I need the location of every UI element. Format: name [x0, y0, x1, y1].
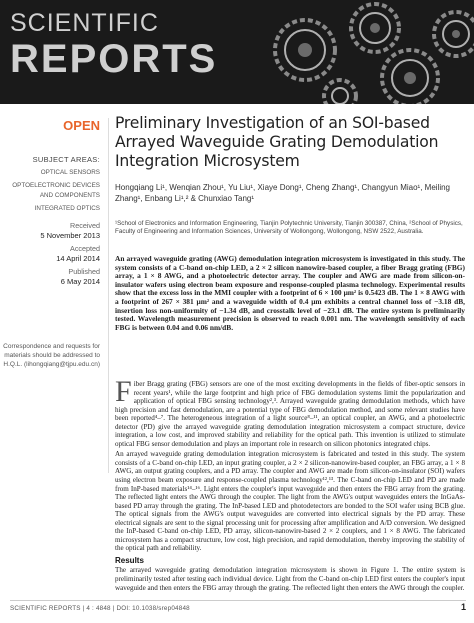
page-number: 1	[460, 602, 466, 612]
results-heading: Results	[115, 555, 144, 565]
intro-text: iber Bragg grating (FBG) sensors are one of the most exciting developments in the fields of fiber-optic sensors in recent years¹, while the large footprint and high price of FBG demodulation systems limit the popularization and application of optical FBG sensing technology²,³. Arrayed waveguide grating demodulation methods, which have high precision and fast demodulation, are a potential type of FBG demodulation method, and some relevant studies have been reported⁴–⁷. The heterogeneous integration of a light source⁸–¹¹, an optical coupler, an AWG, and a photoelectric detector (PD) give the arrayed waveguide grating demodulation integration microsystem a compact structure, device integration, a low cost, and improved stability and reliability for the optical path. This invention is utilized to stimulate optical FBG sensor demodulation and plays an important role in research on silicon photonics integrated chips.	[115, 380, 465, 448]
journal-header	[0, 0, 474, 104]
received-date: 5 November 2013	[40, 230, 100, 240]
sidebar-divider	[108, 118, 109, 473]
published-date: 6 May 2014	[60, 276, 100, 286]
received-label: Received	[70, 221, 100, 230]
gears-graphic	[260, 0, 474, 104]
footer-citation: SCIENTIFIC REPORTS | 4 : 4848 | DOI: 10.1038/srep04848	[10, 605, 190, 612]
affiliations: ¹School of Electronics and Information Engineering, Tianjin Polytechnic University, Tianjin 300387, China, ²School of Physics, Faculty of Engineering and Information Sciences, University of Wollongong, Wollongong, NSW 2522, Australia.	[115, 220, 463, 235]
subject-areas	[0, 155, 100, 214]
subject-area-item[interactable]: INTEGRATED OPTICS	[34, 205, 100, 212]
subject-area-item[interactable]: OPTICAL SENSORS	[40, 169, 100, 176]
article-title: Preliminary Investigation of an SOI-based Arrayed Waveguide Grating Demodulation Integration Microsystem	[115, 114, 439, 170]
article-body	[115, 375, 465, 594]
journal-name-line1: SCIENTIFIC	[10, 9, 159, 37]
author-list: Hongqiang Li¹, Wenqian Zhou¹, Yu Liu¹, Xiaye Dong¹, Cheng Zhang¹, Changyun Miao¹, Meiling Zhang¹, Enbang Li¹,² & Chunxiao Tang¹	[115, 183, 451, 203]
intro-paragraph	[115, 375, 465, 448]
drop-cap: F	[115, 375, 132, 408]
accepted-label: Accepted	[70, 244, 100, 253]
open-access-label: OPEN	[63, 118, 100, 133]
journal-name-line2: REPORTS	[10, 37, 218, 81]
subject-areas-heading: SUBJECT AREAS:	[32, 155, 100, 164]
article-dates	[0, 221, 100, 290]
body-paragraph: An arrayed waveguide grating demodulation integration microsystem is fabricated and tested in this study. The system consists of a C-band on-chip LED, an input grating coupler, a 2 × 2 silicon-nanowire-based coupler, an FBG array, a 1 × 8 AWG, an output grating couplers, and a PD array. The coupler and AWG are made from silicon-on-insulator (SOI) wafers using electron beam exposure and response-coupled plasma technology¹²,¹³. The C-band on-chip LED and PD are made from InP-based materials¹⁴–¹⁶. Light enters the coupler's input waveguide and then enters the FBG array from the grating. The reflected light enters the AWG through the coupler. The light from the AWG's output waveguides enters the InGaAs-based PD array through the grating. The InP-based LED and photodetectors are bonded to the SOI wafer using BCB glue. The optical signals from the AWG's output waveguides are converted into electrical signals by the PD array. These electrical signals are sent to the signal processing unit for processing after amplification and A/D conversion. We designed the InP-based C-band on-chip LED, PD array, silicon-nanowire-based 2 × 2 couplers, and 1 × 8 AWG. The fabricated microsystem has a compact structure, low cost, high precision, and rapid demodulation, thereby improving the stability of the optical path and reliability.	[115, 450, 465, 553]
accepted-date: 14 April 2014	[56, 253, 100, 263]
subject-area-item[interactable]: OPTOELECTRONIC DEVICES AND COMPONENTS	[12, 182, 100, 199]
correspondence-note: Correspondence and requests for materials should be addressed to H.Q.L. (lihongqiang@tjpu.edu.cn)	[3, 343, 100, 368]
abstract: An arrayed waveguide grating (AWG) demodulation integration microsystem is investigated in this study. The system consists of a C-band on-chip LED, a 2 × 2 silicon nanowire-based coupler, a fiber Bragg grating (FBG) array, a 1 × 8 AWG, and a photoelectric detector array. The coupler and AWG are made from silicon-on-insulator wafers using electron beam exposure and response-coupled plasma technology. Experimental results show that the excess loss in the MMI coupler with a footprint of 6 × 100 μm² is 0.5423 dB. The 1 × 8 AWG with a footprint of 267 × 381 μm² and a waveguide width of 0.4 μm exhibits a central channel loss of −3.18 dB, insertion loss non-uniformity of −1.34 dB, and crosstalk level of −23.1 dB. The entire system is preliminarily tested. Wavelength measurement precision is observed to reach 0.001 nm. The wavelength sensitivity of each FBG is between 0.04 and 0.06 nm/dB.	[115, 254, 465, 332]
published-label: Published	[68, 267, 100, 276]
footer-divider	[10, 600, 466, 601]
results-paragraph: The arrayed waveguide grating demodulation integration microsystem is shown in Figure 1. The entire system is preliminarily tested after testing each individual device. Light from the C-band on-chip LED first enters the coupler's input waveguide and then enters the FBG array through the grating. The reflected light then enters the AWG through the coupler.	[115, 566, 465, 592]
